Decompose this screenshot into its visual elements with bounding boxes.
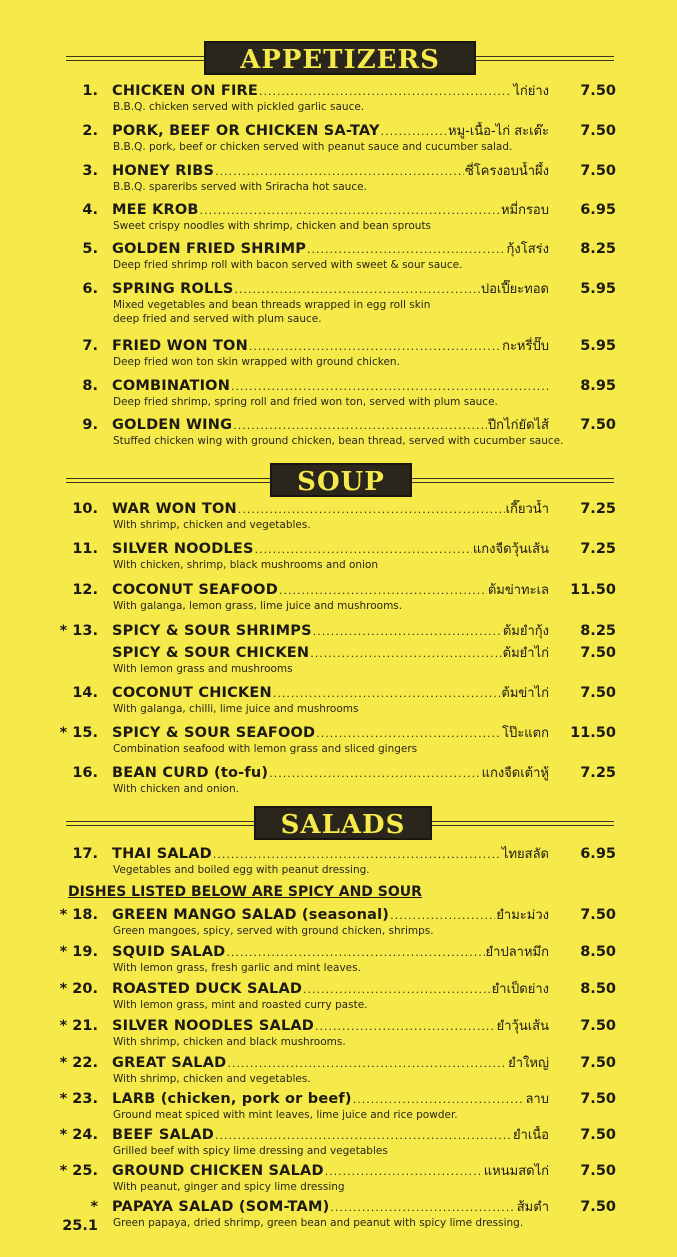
item-price: 7.25	[580, 501, 616, 517]
item-price: 7.50	[580, 1055, 616, 1071]
item-price: 7.50	[580, 1163, 616, 1179]
item-thai-name: ยำเป็ดย่าง	[491, 982, 549, 997]
dot-leader	[213, 845, 501, 864]
item-thai-name: ยำใหญ่	[508, 1056, 549, 1071]
item-line	[112, 416, 549, 435]
item-thai-name: ส้มตำ	[516, 1200, 549, 1215]
item-price: 5.95	[580, 338, 616, 354]
item-name: GOLDEN FRIED SHRIMP	[112, 241, 307, 257]
item-line	[112, 337, 549, 356]
item-line	[112, 906, 549, 925]
item-description: With peanut, ginger and spicy lime dressing	[113, 1181, 345, 1193]
item-line	[112, 764, 549, 783]
item-description: B.B.Q. spareribs served with Sriracha hot sauce.	[113, 181, 367, 193]
item-price: 8.95	[580, 378, 616, 394]
item-price: 8.50	[580, 981, 616, 997]
item-description: With shrimp, chicken and vegetables.	[113, 1073, 311, 1085]
item-name: SPRING ROLLS	[112, 281, 234, 297]
item-number: * 19.	[59, 944, 98, 960]
item-number: * 25.1	[62, 1199, 98, 1234]
dot-leader	[303, 980, 491, 999]
item-number: * 23.	[59, 1091, 98, 1107]
item-thai-name: ต้มยำไก่	[502, 646, 549, 661]
item-thai-name: หมู-เนื้อ-ไก่ สะเต๊ะ	[448, 124, 549, 139]
item-line	[112, 581, 549, 600]
item-number: 14.	[72, 685, 98, 701]
item-description: With shrimp, chicken and vegetables.	[113, 519, 311, 531]
item-thai-name: ยำเนื้อ	[512, 1128, 549, 1143]
item-name: MEE KROB	[112, 202, 199, 218]
item-description: With shrimp, chicken and black mushrooms.	[113, 1036, 346, 1048]
item-description: B.B.Q. chicken served with pickled garlic sauce.	[113, 101, 365, 113]
item-price: 7.50	[580, 123, 616, 139]
item-number: * 13.	[59, 623, 98, 639]
item-thai-name: แหนมสดไก่	[483, 1164, 549, 1179]
dot-leader	[330, 1198, 515, 1217]
item-number: 7.	[82, 338, 98, 354]
dot-leader	[249, 337, 501, 356]
dot-leader	[259, 82, 512, 101]
item-line	[112, 162, 549, 181]
item-description: Combination seafood with lemon grass and sliced gingers	[113, 743, 418, 755]
item-number: 16.	[72, 765, 98, 781]
salads-header	[0, 806, 677, 840]
soup-header	[0, 463, 677, 497]
item-name: SPICY & SOUR SEAFOOD	[112, 725, 316, 741]
item-description: Deep fried won ton skin wrapped with ground chicken.	[113, 356, 400, 368]
dot-leader	[215, 1126, 512, 1145]
item-description: Green papaya, dried shrimp, green bean and peanut with spicy lime dressing.	[113, 1217, 524, 1229]
item-price: 8.25	[580, 623, 616, 639]
item-thai-name: ปอเปี๊ยะทอด	[480, 282, 549, 297]
item-price: 7.50	[580, 1091, 616, 1107]
dot-leader	[307, 240, 505, 259]
item-line	[112, 684, 549, 703]
dot-leader	[233, 416, 487, 435]
item-price: 7.50	[580, 1199, 616, 1215]
item-number: * 18.	[59, 907, 98, 923]
dot-leader	[315, 1017, 496, 1036]
item-name: PORK, BEEF OR CHICKEN SA-TAY	[112, 123, 380, 139]
item-thai-name: ต้มข่าไก่	[501, 686, 549, 701]
item-name: COMBINATION	[112, 378, 231, 394]
item-price: 7.50	[580, 417, 616, 433]
item-price: 6.95	[580, 202, 616, 218]
item-description: With galanga, lemon grass, lime juice and mushrooms.	[113, 600, 403, 612]
item-description: With chicken, shrimp, black mushrooms and onion	[113, 559, 379, 571]
item-description: Deep fried shrimp roll with bacon served with sweet & sour sauce.	[113, 259, 463, 271]
dot-leader	[238, 500, 505, 519]
item-price: 7.50	[580, 83, 616, 99]
item-name: SPICY & SOUR SHRIMPS	[112, 623, 312, 639]
item-line	[112, 500, 549, 519]
dot-leader	[215, 162, 464, 181]
item-number: * 25.	[59, 1163, 98, 1179]
item-name: BEAN CURD (to-fu)	[112, 765, 269, 781]
item-price: 5.95	[580, 281, 616, 297]
salads-banner: SALADS	[254, 806, 432, 840]
item-number: * 21.	[59, 1018, 98, 1034]
item-description: Grilled beef with spicy lime dressing and vegetables	[113, 1145, 388, 1157]
item-name: GOLDEN WING	[112, 417, 233, 433]
dot-leader	[316, 724, 501, 743]
dot-leader	[381, 122, 447, 141]
item-price: 7.50	[580, 1127, 616, 1143]
item-line	[112, 1017, 549, 1036]
item-line	[112, 1198, 549, 1217]
dot-leader	[390, 906, 495, 925]
dot-leader	[227, 1054, 507, 1073]
item-description: deep fried and served with plum sauce.	[113, 313, 322, 325]
item-name: SILVER NOODLES SALAD	[112, 1018, 315, 1034]
item-description: B.B.Q. pork, beef or chicken served with peanut sauce and cucumber salad.	[113, 141, 513, 153]
item-thai-name: ยำมะม่วง	[496, 908, 549, 923]
item-description: Ground meat spiced with mint leaves, lime juice and rice powder.	[113, 1109, 458, 1121]
item-line	[112, 1126, 549, 1145]
item-name: HONEY RIBS	[112, 163, 215, 179]
item-thai-name: ต้มข่าทะเล	[487, 583, 549, 598]
item-price: 6.95	[580, 846, 616, 862]
dot-leader	[310, 644, 501, 663]
item-name: LARB (chicken, pork or beef)	[112, 1091, 352, 1107]
item-line	[112, 943, 549, 962]
item-thai-name: ยำวุ้นเส้น	[496, 1019, 549, 1034]
item-line	[112, 82, 549, 101]
item-line	[112, 1054, 549, 1073]
item-line	[112, 377, 549, 396]
item-thai-name: ยำปลาหมึก	[485, 945, 549, 960]
item-name: SILVER NOODLES	[112, 541, 254, 557]
item-price: 7.50	[580, 163, 616, 179]
item-name: SQUID SALAD	[112, 944, 226, 960]
item-line	[112, 845, 549, 864]
item-name: ROASTED DUCK SALAD	[112, 981, 303, 997]
item-thai-name: กะหรี่ปั๊บ	[502, 339, 549, 354]
item-line	[112, 622, 549, 641]
dot-leader	[226, 943, 484, 962]
dot-leader	[235, 280, 480, 299]
item-price: 7.50	[580, 685, 616, 701]
item-description: Green mangoes, spicy, served with ground chicken, shrimps.	[113, 925, 434, 937]
item-number: 11.	[72, 541, 98, 557]
item-description: With galanga, chilli, lime juice and mushrooms	[113, 703, 359, 715]
item-name: WAR WON TON	[112, 501, 237, 517]
item-thai-name: ปีกไก่ยัดไส้	[487, 418, 549, 433]
dot-leader	[279, 581, 487, 600]
item-price: 7.25	[580, 541, 616, 557]
spicy-sour-note: DISHES LISTED BELOW ARE SPICY AND SOUR	[68, 884, 422, 900]
item-line	[112, 280, 549, 299]
item-number: 1.	[82, 83, 98, 99]
dot-leader	[200, 201, 500, 220]
item-line	[112, 980, 549, 999]
item-line	[112, 540, 549, 559]
soup-banner: SOUP	[270, 463, 412, 497]
appetizers-header	[0, 41, 677, 75]
item-number: 5.	[82, 241, 98, 257]
item-number: * 15.	[59, 725, 98, 741]
item-number: 10.	[72, 501, 98, 517]
item-price: 7.25	[580, 765, 616, 781]
item-number: 4.	[82, 202, 98, 218]
appetizers-banner: APPETIZERS	[204, 41, 476, 75]
item-thai-name: ไทยสลัด	[501, 847, 549, 862]
dot-leader	[269, 764, 480, 783]
item-description: With chicken and onion.	[113, 783, 239, 795]
item-thai-name: เกี๊ยวน้ำ	[505, 502, 549, 517]
item-description: Mixed vegetables and bean threads wrapped in egg roll skin	[113, 299, 431, 311]
item-description: Stuffed chicken wing with ground chicken, bean thread, served with cucumber sauce.	[113, 435, 564, 447]
item-line	[112, 1162, 549, 1181]
item-number: 17.	[72, 846, 98, 862]
item-description: Vegetables and boiled egg with peanut dressing.	[113, 864, 370, 876]
item-thai-name: แกงจืดเต้าหู้	[481, 766, 549, 781]
dot-leader	[313, 622, 502, 641]
item-name: THAI SALAD	[112, 846, 212, 862]
item-name: SPICY & SOUR CHICKEN	[112, 645, 310, 661]
item-number: 3.	[82, 163, 98, 179]
dot-leader	[231, 377, 548, 396]
item-number: 8.	[82, 378, 98, 394]
item-thai-name: หมี่กรอบ	[500, 203, 549, 218]
item-line	[112, 122, 549, 141]
item-name: GREEN MANGO SALAD (seasonal)	[112, 907, 390, 923]
item-thai-name: ไก่ย่าง	[513, 84, 549, 99]
item-price: 11.50	[570, 582, 616, 598]
item-thai-name: กุ้งโสร่ง	[506, 242, 549, 257]
item-description: With lemon grass and mushrooms	[113, 663, 293, 675]
item-number: 12.	[72, 582, 98, 598]
item-price: 8.50	[580, 944, 616, 960]
item-price: 8.25	[580, 241, 616, 257]
item-number: 6.	[82, 281, 98, 297]
item-line	[112, 724, 549, 743]
item-name: BEEF SALAD	[112, 1127, 214, 1143]
item-number: 9.	[82, 417, 98, 433]
item-line	[112, 1090, 549, 1109]
item-description: With lemon grass, fresh garlic and mint leaves.	[113, 962, 361, 974]
item-thai-name: ต้มยำกุ้ง	[502, 624, 549, 639]
dot-leader	[353, 1090, 525, 1109]
item-description: Deep fried shrimp, spring roll and fried won ton, served with plum sauce.	[113, 396, 498, 408]
item-price: 7.50	[580, 1018, 616, 1034]
item-line	[112, 201, 549, 220]
item-thai-name: โป๊ะแตก	[502, 726, 549, 741]
item-name: GREAT SALAD	[112, 1055, 227, 1071]
item-description: Sweet crispy noodles with shrimp, chicken and bean sprouts	[113, 220, 432, 232]
item-number: * 22.	[59, 1055, 98, 1071]
item-thai-name: ลาบ	[525, 1092, 549, 1107]
item-line	[112, 240, 549, 259]
item-name: COCONUT CHICKEN	[112, 685, 272, 701]
item-name: COCONUT SEAFOOD	[112, 582, 278, 598]
item-price: 7.50	[580, 907, 616, 923]
item-price: 11.50	[570, 725, 616, 741]
item-line	[112, 644, 549, 663]
item-number: 2.	[82, 123, 98, 139]
item-price: 7.50	[580, 645, 616, 661]
dot-leader	[325, 1162, 483, 1181]
dot-leader	[255, 540, 472, 559]
item-number: * 24.	[59, 1127, 98, 1143]
dot-leader	[273, 684, 501, 703]
item-number: * 20.	[59, 981, 98, 997]
item-thai-name: แกงจืดวุ้นเส้น	[472, 542, 549, 557]
item-thai-name: ซี่โครงอบน้ำผึ้ง	[464, 164, 549, 179]
item-name: PAPAYA SALAD (SOM-TAM)	[112, 1199, 330, 1215]
item-description: With lemon grass, mint and roasted curry paste.	[113, 999, 368, 1011]
item-name: FRIED WON TON	[112, 338, 248, 354]
item-name: GROUND CHICKEN SALAD	[112, 1163, 324, 1179]
item-name: CHICKEN ON FIRE	[112, 83, 259, 99]
